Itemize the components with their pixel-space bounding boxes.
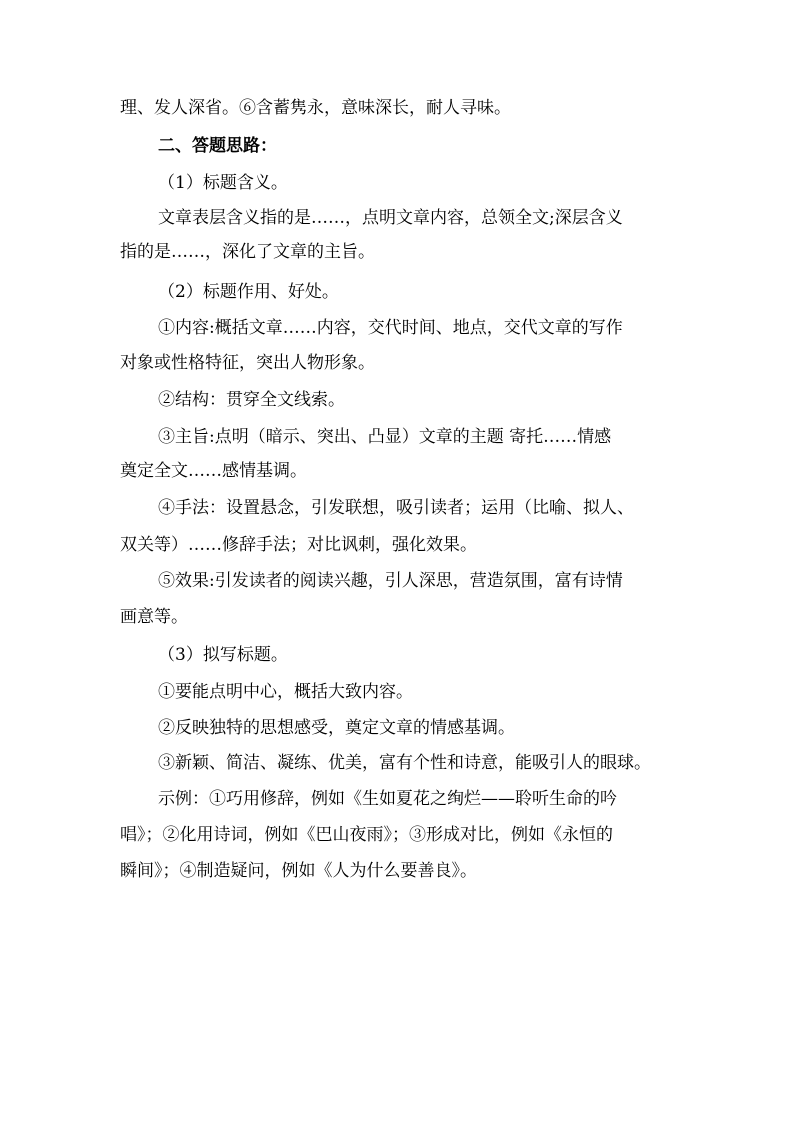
body-text-line: ⑤效果:引发读者的阅读兴趣，引人深思，营造氛围，富有诗情	[158, 571, 623, 591]
body-text-line: 文章表层含义指的是……，点明文章内容，总领全文;深层含义	[158, 208, 623, 228]
body-text-line: ④手法：设置悬念，引发联想，吸引读者；运用（比喻、拟人、	[158, 498, 634, 518]
subsection-heading: （2）标题作用、好处。	[158, 282, 339, 302]
body-text-line: 理、发人深省。⑥含蓄隽永，意味深长，耐人寻味。	[120, 98, 511, 118]
body-text-line: 指的是……，深化了文章的主旨。	[120, 242, 375, 262]
body-text-line: 唱》；②化用诗词，例如《巴山夜雨》；③形成对比，例如《永恒的	[120, 825, 613, 845]
body-text-line: 示例：①巧用修辞，例如《生如夏花之绚烂——聆听生命的吟	[158, 789, 617, 809]
body-text-line: ③新颖、简洁、凝练、优美，富有个性和诗意，能吸引人的眼球。	[158, 753, 651, 773]
body-text-line: ③主旨:点明（暗示、突出、凸显）文章的主题 寄托……情感	[158, 427, 612, 447]
body-text-line: 瞬间》；④制造疑问，例如《人为什么要善良》。	[120, 861, 477, 881]
body-text-line: 对象或性格特征，突出人物形象。	[120, 353, 375, 373]
body-text-line: 奠定全文……感情基调。	[120, 461, 307, 481]
body-text-line: ②结构：贯穿全文线索。	[158, 390, 345, 410]
section-heading: 二、答题思路：	[158, 136, 277, 156]
body-text-line: ①内容:概括文章……内容，交代时间、地点，交代文章的写作	[158, 318, 623, 338]
subsection-heading: （1）标题含义。	[158, 173, 288, 193]
body-text-line: ②反映独特的思想感受，奠定文章的情感基调。	[158, 718, 515, 738]
body-text-line: 双关等）……修辞手法；对比讽刺，强化效果。	[120, 535, 477, 555]
subsection-heading: （3）拟写标题。	[158, 645, 288, 665]
body-text-line: 画意等。	[120, 607, 188, 627]
body-text-line: ①要能点明中心，概括大致内容。	[158, 682, 413, 702]
